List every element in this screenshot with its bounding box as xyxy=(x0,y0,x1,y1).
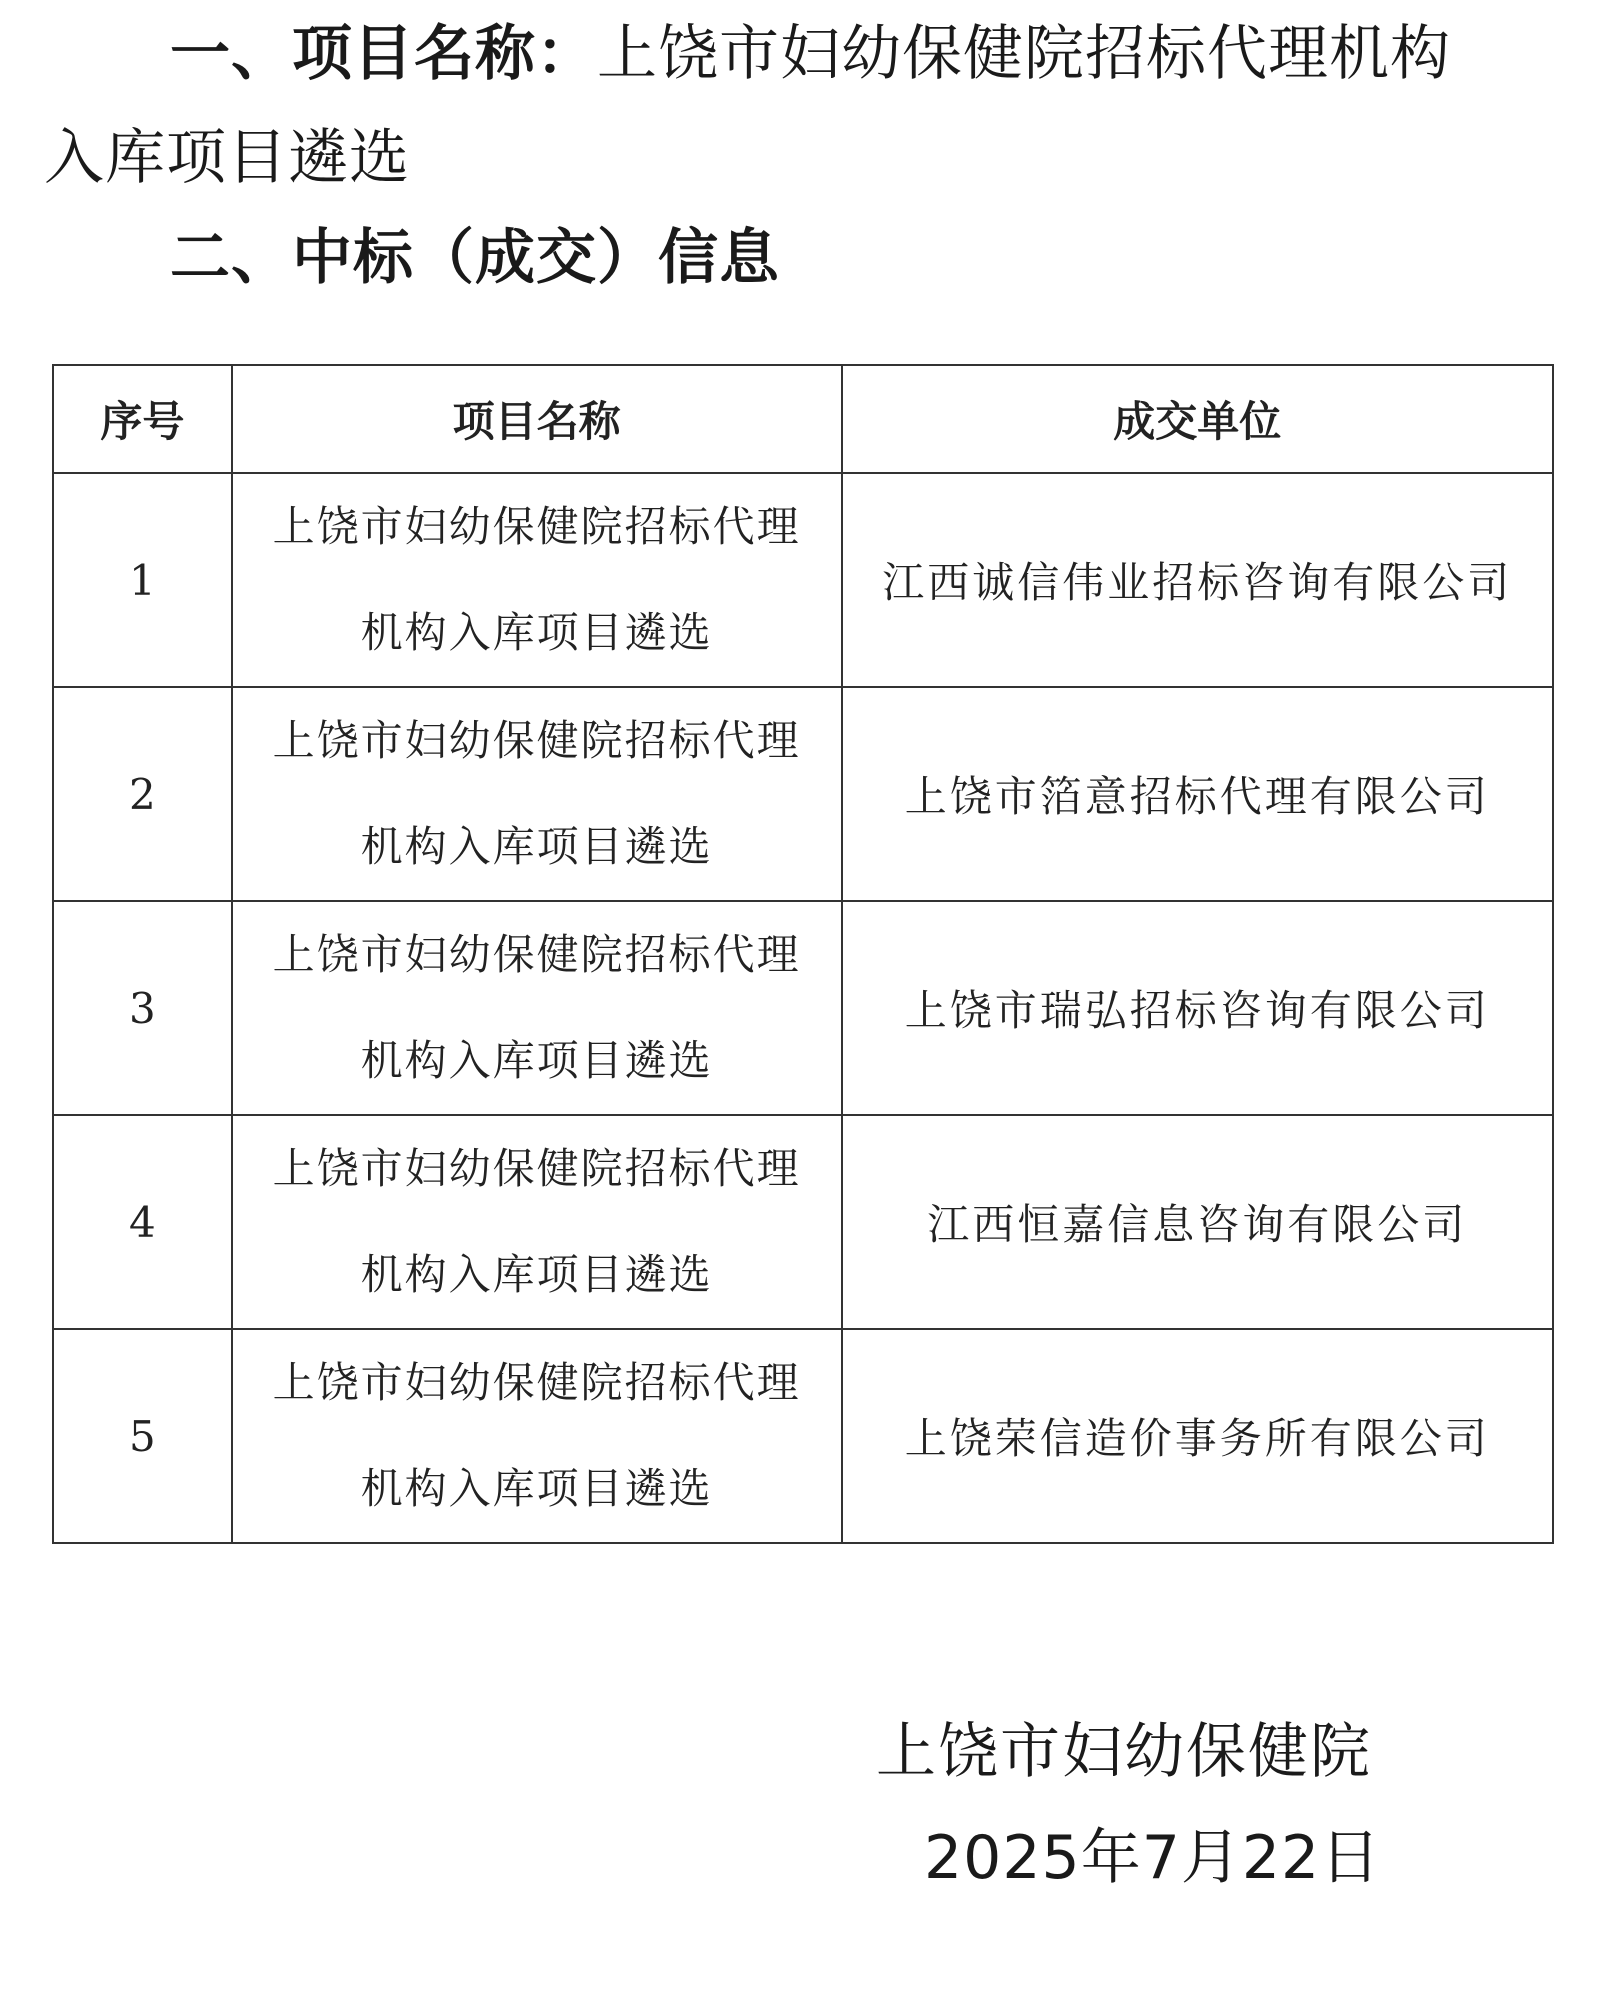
section1-heading-line1 xyxy=(170,14,1451,94)
section2-heading: 二、中标（成交）信息 xyxy=(170,223,780,293)
row-seq: 1 xyxy=(53,473,232,687)
row-project: 上饶市妇幼保健院招标代理机构入库项目遴选 xyxy=(272,716,801,871)
section1-label: 一、项目名称： xyxy=(170,19,597,89)
row-project-cell xyxy=(232,1329,842,1543)
row-unit: 上饶市箔意招标代理有限公司 xyxy=(842,687,1553,901)
row-project: 上饶市妇幼保健院招标代理机构入库项目遴选 xyxy=(272,930,801,1085)
table-row xyxy=(53,1329,1553,1543)
table-row xyxy=(53,901,1553,1115)
signature-org: 上饶市妇幼保健院 xyxy=(876,1717,1372,1787)
row-project: 上饶市妇幼保健院招标代理机构入库项目遴选 xyxy=(272,1144,801,1299)
award-table xyxy=(52,364,1554,1544)
row-seq: 5 xyxy=(53,1329,232,1543)
header-project: 项目名称 xyxy=(232,365,842,473)
row-project-cell xyxy=(232,901,842,1115)
row-project: 上饶市妇幼保健院招标代理机构入库项目遴选 xyxy=(272,1358,801,1513)
section1-value-line2: 入库项目遴选 xyxy=(44,123,410,193)
section1-value-line1: 上饶市妇幼保健院招标代理机构 xyxy=(597,19,1451,89)
row-unit: 江西恒嘉信息咨询有限公司 xyxy=(842,1115,1553,1329)
row-project-cell xyxy=(232,473,842,687)
row-seq: 4 xyxy=(53,1115,232,1329)
row-project-cell xyxy=(232,687,842,901)
row-project-cell xyxy=(232,1115,842,1329)
header-seq: 序号 xyxy=(53,365,232,473)
row-seq: 3 xyxy=(53,901,232,1115)
header-unit: 成交单位 xyxy=(842,365,1553,473)
signature-date: 2025年7月22日 xyxy=(924,1823,1382,1893)
table-row xyxy=(53,473,1553,687)
row-unit: 上饶荣信造价事务所有限公司 xyxy=(842,1329,1553,1543)
row-project: 上饶市妇幼保健院招标代理机构入库项目遴选 xyxy=(272,502,801,657)
row-seq: 2 xyxy=(53,687,232,901)
row-unit: 江西诚信伟业招标咨询有限公司 xyxy=(842,473,1553,687)
table-row xyxy=(53,1115,1553,1329)
row-unit: 上饶市瑞弘招标咨询有限公司 xyxy=(842,901,1553,1115)
table-row xyxy=(53,687,1553,901)
table-header-row xyxy=(53,365,1553,473)
